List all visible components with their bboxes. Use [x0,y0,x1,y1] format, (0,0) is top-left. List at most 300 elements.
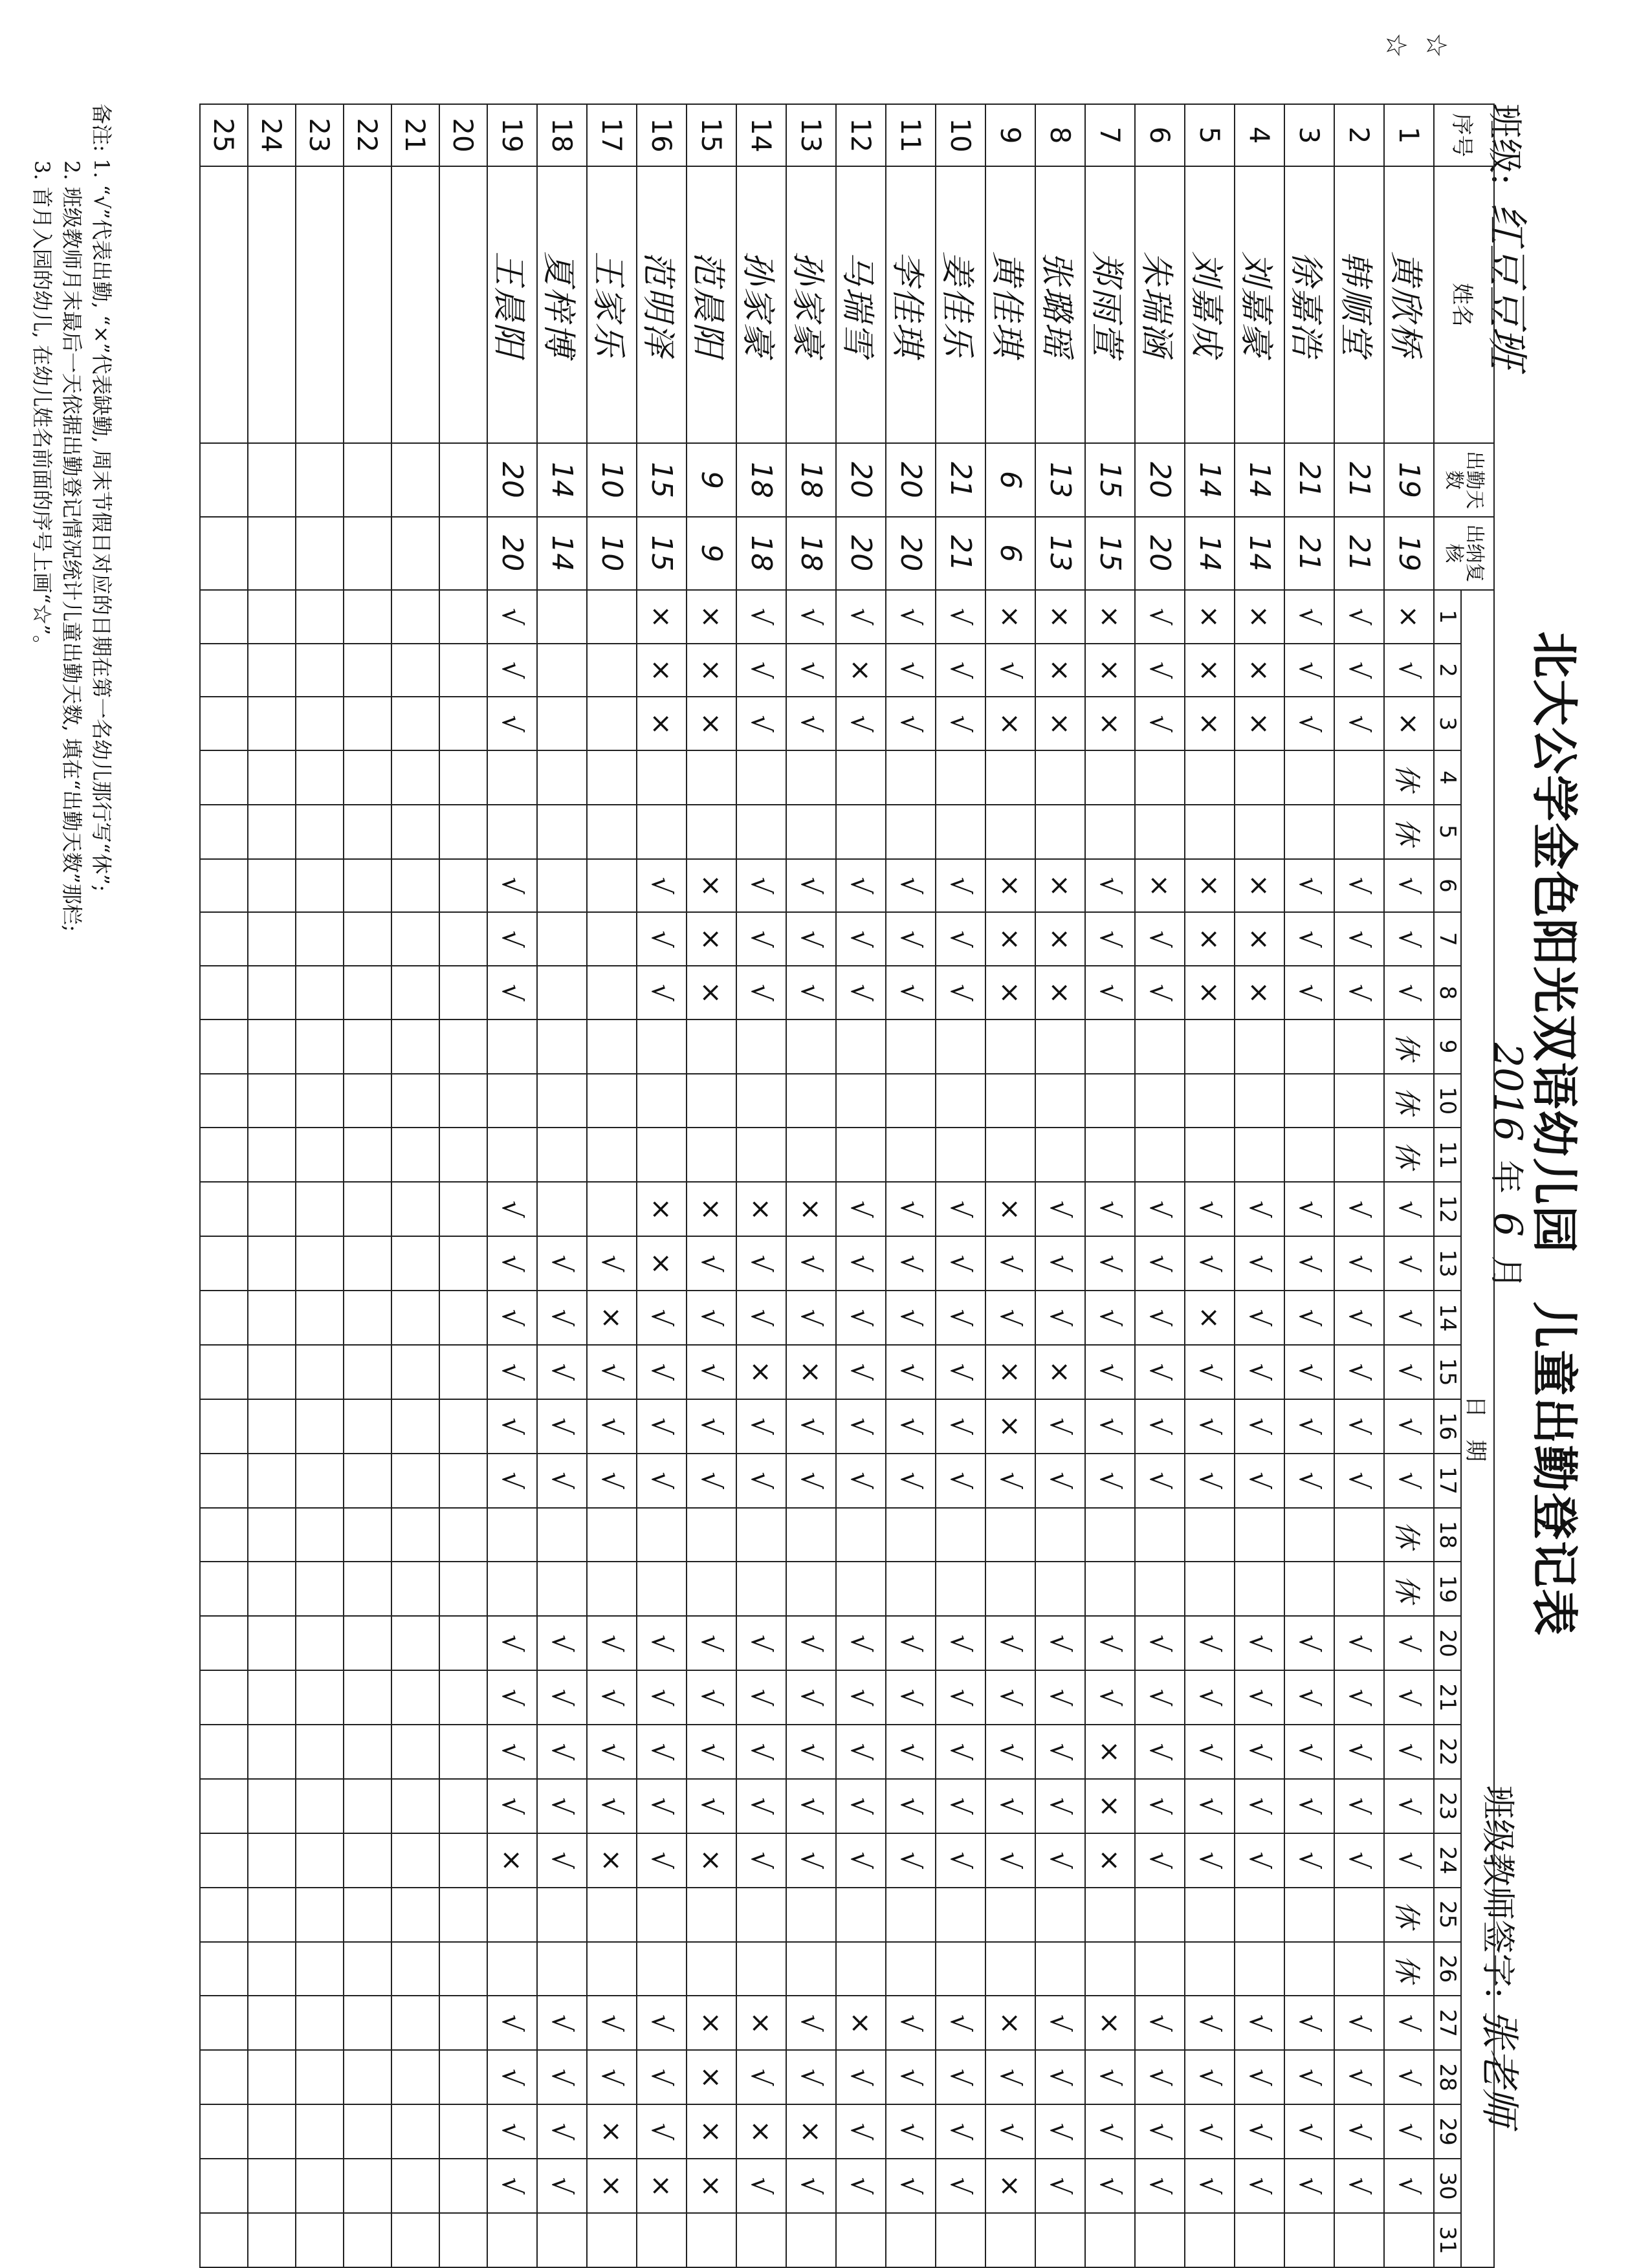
attendance-mark [439,1345,487,1399]
attendance-mark: √ [886,966,936,1020]
table-row [537,104,587,2267]
attendance-mark: √ [1284,2104,1334,2159]
attendance-mark: √ [1185,1182,1235,1236]
attendance-mark: √ [786,1725,836,1779]
attendance-mark: × [1235,697,1284,750]
attendance-mark: √ [637,859,687,913]
attendance-mark: √ [836,2050,886,2104]
row-name: 黄欣桥 [1384,166,1434,444]
header-day: 2 [1434,644,1461,697]
attendance-mark [391,2213,439,2267]
attendance-mark [736,1888,786,1942]
attendance-mark [296,1020,344,1074]
attendance-mark [587,590,637,644]
attendance-mark: × [985,1182,1035,1236]
attendance-mark: √ [886,2104,936,2159]
attendance-mark: √ [1284,966,1334,1020]
attendance-mark: √ [1035,1616,1085,1670]
attendance-mark [537,1888,587,1942]
row-review: 14 [537,517,587,590]
attendance-mark: √ [836,1236,886,1291]
row-name: 韩顺堂 [1334,166,1384,444]
row-seq: 10 [936,104,985,166]
attendance-mark: × [985,590,1035,644]
attendance-mark [936,1942,985,1996]
attendance-mark: √ [736,590,786,644]
attendance-mark: √ [1185,2104,1235,2159]
attendance-mark: 休 [1384,805,1434,859]
notes-text-1: 1. “√”代表出勤, “×”代表缺勤, 周末节假日对应的日期在第一名幼儿那行写“休”; [89,158,114,892]
attendance-mark [200,2104,248,2159]
table-row [1284,104,1334,2267]
row-review [248,517,296,590]
attendance-mark [344,1236,391,1291]
row-attendance-days [439,443,487,516]
attendance-mark: √ [1334,1833,1384,1888]
attendance-mark: √ [1135,697,1185,750]
attendance-mark [248,2050,296,2104]
attendance-mark: √ [1235,1182,1284,1236]
attendance-mark: √ [786,1779,836,1833]
attendance-mark [1235,1074,1284,1128]
header-day: 17 [1434,1454,1461,1508]
attendance-mark: √ [1334,2104,1384,2159]
attendance-mark [1085,1888,1135,1942]
attendance-mark [1185,1942,1235,1996]
attendance-mark [637,1020,687,1074]
attendance-mark [296,805,344,859]
attendance-mark: × [1235,966,1284,1020]
attendance-mark: × [1185,859,1235,913]
attendance-mark [886,1508,936,1562]
attendance-mark: × [587,2159,637,2213]
attendance-mark: √ [1035,1670,1085,1725]
attendance-mark [1284,1562,1334,1616]
header-day: 3 [1434,697,1461,750]
attendance-mark: √ [1284,1399,1334,1454]
attendance-mark [439,697,487,750]
row-seq: 8 [1035,104,1085,166]
attendance-mark [1284,1020,1334,1074]
attendance-mark [344,644,391,697]
attendance-mark [985,750,1035,805]
attendance-mark [1135,2213,1185,2267]
attendance-mark: √ [886,1454,936,1508]
attendance-mark [439,2050,487,2104]
attendance-mark: √ [637,1454,687,1508]
attendance-mark: √ [1135,1779,1185,1833]
attendance-mark [439,1670,487,1725]
attendance-mark [200,1399,248,1454]
attendance-mark: √ [886,644,936,697]
row-attendance-days: 14 [1185,443,1235,516]
attendance-mark: √ [1135,1182,1185,1236]
attendance-mark: √ [587,1725,637,1779]
attendance-mark: × [687,644,736,697]
row-name: 夏梓博 [537,166,587,444]
attendance-mark [1334,1128,1384,1182]
attendance-mark: √ [1035,2159,1085,2213]
attendance-mark: × [1035,966,1085,1020]
attendance-mark [487,1508,537,1562]
attendance-mark: √ [1384,1833,1434,1888]
attendance-mark [736,805,786,859]
attendance-mark: × [985,1345,1035,1399]
attendance-mark: √ [836,2159,886,2213]
attendance-mark [786,1562,836,1616]
attendance-mark [296,1670,344,1725]
attendance-mark: √ [786,1996,836,2050]
new-enrollee-stars [1376,26,1456,65]
attendance-mark: √ [985,2104,1035,2159]
attendance-mark: √ [836,966,886,1020]
attendance-mark: √ [1334,1725,1384,1779]
row-attendance-days [296,443,344,516]
attendance-mark: × [1035,644,1085,697]
attendance-mark: √ [836,1399,886,1454]
attendance-mark: √ [537,2104,587,2159]
attendance-mark: √ [1035,1779,1085,1833]
attendance-mark [200,1291,248,1345]
attendance-mark: √ [1284,912,1334,966]
attendance-mark: √ [1135,966,1185,1020]
header-day: 8 [1434,966,1461,1020]
attendance-mark: √ [487,966,537,1020]
attendance-mark [936,750,985,805]
attendance-mark: √ [1135,2050,1185,2104]
attendance-mark: × [687,912,736,966]
attendance-mark: √ [1085,1399,1135,1454]
header-day: 6 [1434,859,1461,913]
table-row [248,104,296,2267]
attendance-mark [344,1454,391,1508]
attendance-mark [296,1888,344,1942]
row-attendance-days: 20 [1135,443,1185,516]
attendance-mark [1135,750,1185,805]
table-row [487,104,537,2267]
attendance-mark [487,1074,537,1128]
row-seq: 4 [1235,104,1284,166]
attendance-mark: √ [1284,590,1334,644]
table-row [936,104,985,2267]
row-name: 孙家豪 [736,166,786,444]
attendance-mark: √ [1284,1670,1334,1725]
attendance-mark: √ [1384,1779,1434,1833]
row-review: 14 [1235,517,1284,590]
attendance-mark: √ [1334,2159,1384,2213]
attendance-mark: √ [836,1454,886,1508]
attendance-mark [391,1779,439,1833]
attendance-rows [200,104,1434,2267]
attendance-mark [985,1020,1035,1074]
attendance-mark [1235,1020,1284,1074]
attendance-mark: √ [1235,1996,1284,2050]
attendance-mark [487,1020,537,1074]
attendance-mark: × [687,697,736,750]
attendance-mark [1035,1508,1085,1562]
attendance-mark [936,2213,985,2267]
header-day: 14 [1434,1291,1461,1345]
attendance-mark [344,2104,391,2159]
attendance-mark [200,1128,248,1182]
attendance-mark [736,1942,786,1996]
attendance-mark [1035,1074,1085,1128]
attendance-mark [1334,805,1384,859]
attendance-mark: √ [886,1725,936,1779]
attendance-mark: √ [1284,2159,1334,2213]
attendance-mark [1334,1562,1384,1616]
attendance-mark [296,1182,344,1236]
attendance-mark: √ [1235,1616,1284,1670]
row-attendance-days: 19 [1384,443,1434,516]
attendance-mark [296,2159,344,2213]
attendance-mark: √ [886,697,936,750]
attendance-mark [1235,1508,1284,1562]
attendance-mark: × [687,966,736,1020]
attendance-mark [587,644,637,697]
attendance-mark [1235,1128,1284,1182]
header-name: 姓名 [1434,166,1494,444]
attendance-mark: √ [886,1345,936,1399]
attendance-mark: √ [1334,1291,1384,1345]
attendance-mark: √ [637,912,687,966]
row-review [344,517,391,590]
attendance-mark [1384,2213,1434,2267]
attendance-mark: √ [1235,2050,1284,2104]
attendance-mark: √ [487,697,537,750]
attendance-mark [637,750,687,805]
row-attendance-days: 18 [786,443,836,516]
attendance-mark: √ [537,1725,587,1779]
attendance-mark: √ [886,1670,936,1725]
table-row [1384,104,1434,2267]
attendance-mark: × [687,2159,736,2213]
attendance-mark: √ [1235,2159,1284,2213]
header-day: 23 [1434,1779,1461,1833]
table-row [687,104,736,2267]
row-review: 10 [587,517,637,590]
attendance-mark [985,1508,1035,1562]
attendance-mark: √ [985,2050,1035,2104]
attendance-mark: × [1085,1779,1135,1833]
attendance-mark: √ [1135,1996,1185,2050]
attendance-mark [736,750,786,805]
attendance-mark [439,2213,487,2267]
attendance-mark: √ [1384,1454,1434,1508]
header-seq: 序号 [1434,104,1494,166]
attendance-mark [786,2213,836,2267]
attendance-mark: √ [687,1399,736,1454]
attendance-mark: 休 [1384,1508,1434,1562]
attendance-mark: √ [1384,1345,1434,1399]
attendance-mark [1284,1888,1334,1942]
row-review [391,517,439,590]
header-day: 18 [1434,1508,1461,1562]
attendance-mark: × [687,1833,736,1888]
attendance-mark [487,1128,537,1182]
attendance-mark [537,966,587,1020]
attendance-mark: √ [587,1345,637,1399]
row-review [200,517,248,590]
attendance-mark: √ [736,966,786,1020]
table-row [637,104,687,2267]
attendance-mark [344,912,391,966]
attendance-mark: √ [1334,1182,1384,1236]
row-name [200,166,248,444]
row-seq: 20 [439,104,487,166]
attendance-mark: √ [1135,912,1185,966]
attendance-mark [248,1996,296,2050]
table-row [1035,104,1085,2267]
attendance-mark: √ [1384,2050,1434,2104]
attendance-mark [200,1508,248,1562]
attendance-mark: √ [886,1399,936,1454]
attendance-mark [344,2213,391,2267]
attendance-mark [1334,1942,1384,1996]
attendance-mark: √ [736,1616,786,1670]
row-seq: 25 [200,104,248,166]
row-review: 21 [1284,517,1334,590]
attendance-mark: √ [936,644,985,697]
attendance-mark [886,1888,936,1942]
attendance-mark [248,966,296,1020]
attendance-mark [200,859,248,913]
attendance-mark: √ [537,1345,587,1399]
attendance-mark: √ [1284,1996,1334,2050]
attendance-mark: √ [1135,1454,1185,1508]
attendance-mark [391,1454,439,1508]
attendance-mark [200,966,248,1020]
attendance-mark [344,1616,391,1670]
attendance-mark [687,1128,736,1182]
attendance-mark [200,1345,248,1399]
row-seq: 16 [637,104,687,166]
attendance-mark: √ [936,1996,985,2050]
attendance-mark [248,1399,296,1454]
attendance-mark: √ [836,590,886,644]
attendance-mark: √ [1135,590,1185,644]
attendance-mark [439,1996,487,2050]
row-review [439,517,487,590]
attendance-mark [344,1020,391,1074]
attendance-mark [487,805,537,859]
attendance-mark [391,1291,439,1345]
attendance-mark [1284,750,1334,805]
attendance-mark [439,750,487,805]
notes-line-2: 2. 班级教师月末最后一天依据出勤登记情况统计儿童出勤天数, 填在“出勤天数”那栏; [60,160,84,932]
attendance-mark [439,805,487,859]
row-review: 20 [886,517,936,590]
row-attendance-days [200,443,248,516]
attendance-mark: √ [786,1291,836,1345]
attendance-mark [439,966,487,1020]
attendance-mark: √ [786,590,836,644]
table-row [344,104,391,2267]
attendance-mark [296,1942,344,1996]
attendance-mark: √ [886,2050,936,2104]
row-attendance-days: 21 [1334,443,1384,516]
row-attendance-days: 15 [1085,443,1135,516]
header-day: 9 [1434,1020,1461,1074]
row-attendance-days: 21 [936,443,985,516]
attendance-mark: √ [587,1996,637,2050]
attendance-mark: × [836,644,886,697]
header-day: 1 [1434,590,1461,644]
attendance-mark: √ [985,1236,1035,1291]
attendance-mark: √ [1334,859,1384,913]
row-name [296,166,344,444]
row-review: 20 [1135,517,1185,590]
attendance-mark: × [836,1996,886,2050]
attendance-mark: √ [886,1616,936,1670]
attendance-mark: √ [1384,1725,1434,1779]
attendance-mark: √ [487,1236,537,1291]
attendance-mark [1085,1562,1135,1616]
attendance-mark: √ [487,1779,537,1833]
attendance-mark [537,859,587,913]
attendance-mark [344,1670,391,1725]
attendance-mark: √ [1035,1236,1085,1291]
attendance-mark: √ [1185,1616,1235,1670]
attendance-mark [391,2159,439,2213]
attendance-mark: √ [936,1399,985,1454]
attendance-mark [296,1616,344,1670]
attendance-mark [886,1074,936,1128]
attendance-mark [1035,1128,1085,1182]
attendance-mark [1085,750,1135,805]
notes-line-3: 3. 首月入园的幼儿, 在幼儿姓名前面的序号上画“☆”。 [30,160,54,656]
header-review: 出纳复核 [1434,517,1494,590]
attendance-mark [296,1508,344,1562]
attendance-mark [296,1779,344,1833]
attendance-mark: √ [736,2159,786,2213]
attendance-mark [248,2213,296,2267]
attendance-mark [1235,1888,1284,1942]
attendance-mark: √ [487,1345,537,1399]
attendance-mark: √ [936,1725,985,1779]
attendance-mark [248,859,296,913]
attendance-mark: √ [1284,1291,1334,1345]
attendance-mark: √ [736,1399,786,1454]
attendance-mark: √ [637,1291,687,1345]
attendance-mark: √ [487,2159,537,2213]
attendance-mark: √ [936,1454,985,1508]
header-day: 31 [1434,2213,1461,2267]
attendance-mark: √ [1085,1345,1135,1399]
header-day: 19 [1434,1562,1461,1616]
attendance-mark: √ [1135,1236,1185,1291]
attendance-mark [836,1888,886,1942]
attendance-mark [786,1020,836,1074]
attendance-mark [248,1236,296,1291]
attendance-mark: √ [687,1345,736,1399]
attendance-mark: √ [836,1670,886,1725]
attendance-mark [687,1888,736,1942]
attendance-mark [1035,1562,1085,1616]
attendance-mark: √ [1384,966,1434,1020]
attendance-mark: √ [1284,859,1334,913]
attendance-mark: √ [1185,1454,1235,1508]
attendance-mark [985,1888,1035,1942]
attendance-mark: × [1185,697,1235,750]
attendance-mark: × [985,1996,1035,2050]
attendance-mark: √ [1085,1616,1135,1670]
attendance-mark [391,1508,439,1562]
header-day: 5 [1434,805,1461,859]
attendance-mark [1135,1074,1185,1128]
header-day: 12 [1434,1182,1461,1236]
attendance-mark: √ [1284,1454,1334,1508]
